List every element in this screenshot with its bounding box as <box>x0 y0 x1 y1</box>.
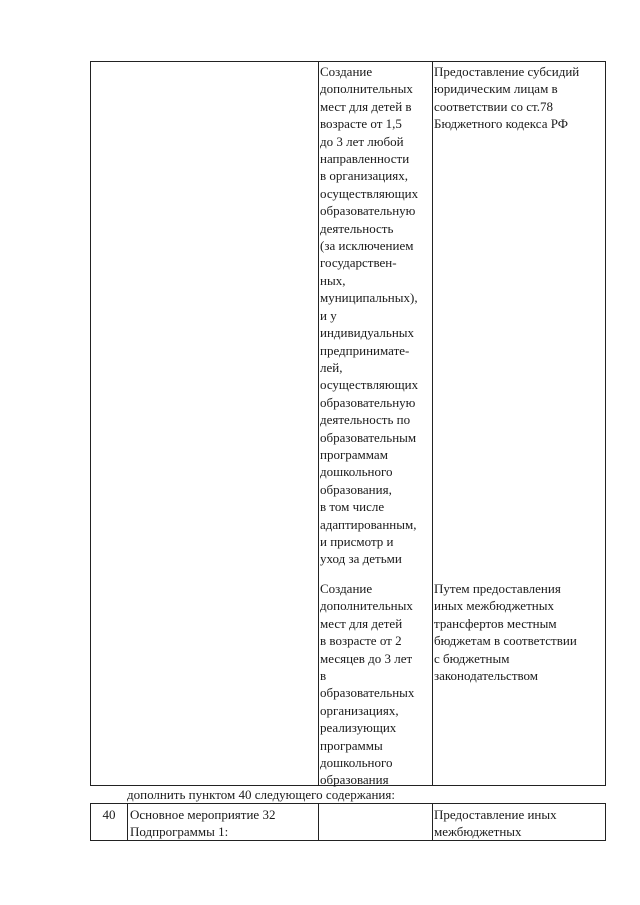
amendment-note: дополнить пунктом 40 следующего содержания: <box>127 787 395 802</box>
column-divider <box>318 804 319 840</box>
mechanism-cell: Путем предоставления иных межбюджетных трансфертов местным бюджетам в соответствии с бюджетным законодательством <box>434 581 577 684</box>
measures-table <box>90 61 606 786</box>
column-divider <box>127 804 128 840</box>
new-item-table <box>90 803 606 841</box>
column-divider <box>432 804 433 840</box>
row-number: 40 <box>102 807 116 822</box>
activity-cell: Создание дополнительных мест для детей в возрасте от 2 месяцев до 3 лет в образовательных организациях, реализующих программы дошкольного образования <box>320 581 415 788</box>
column-divider <box>318 62 319 785</box>
measure-name-cell: Основное мероприятие 32 Подпрограммы 1: <box>130 807 276 839</box>
mechanism-cell: Предоставление субсидий юридическим лицам в соответствии со ст.78 Бюджетного кодекса РФ <box>434 64 580 132</box>
mechanism-cell: Предоставление иных межбюджетных <box>434 807 557 839</box>
column-divider <box>432 62 433 785</box>
activity-cell: Создание дополнительных мест для детей в возрасте от 1,5 до 3 лет любой направленности в организациях, осуществляющих образовательную деятельность (за исключением государствен- ных, муниципальных), и у индивидуальных предпринимате- лей, осуществляющих образовательную деятельность по образовательным программам дошкольного образования, в том числе адаптированным, и присмотр и уход за детьми <box>320 64 419 567</box>
